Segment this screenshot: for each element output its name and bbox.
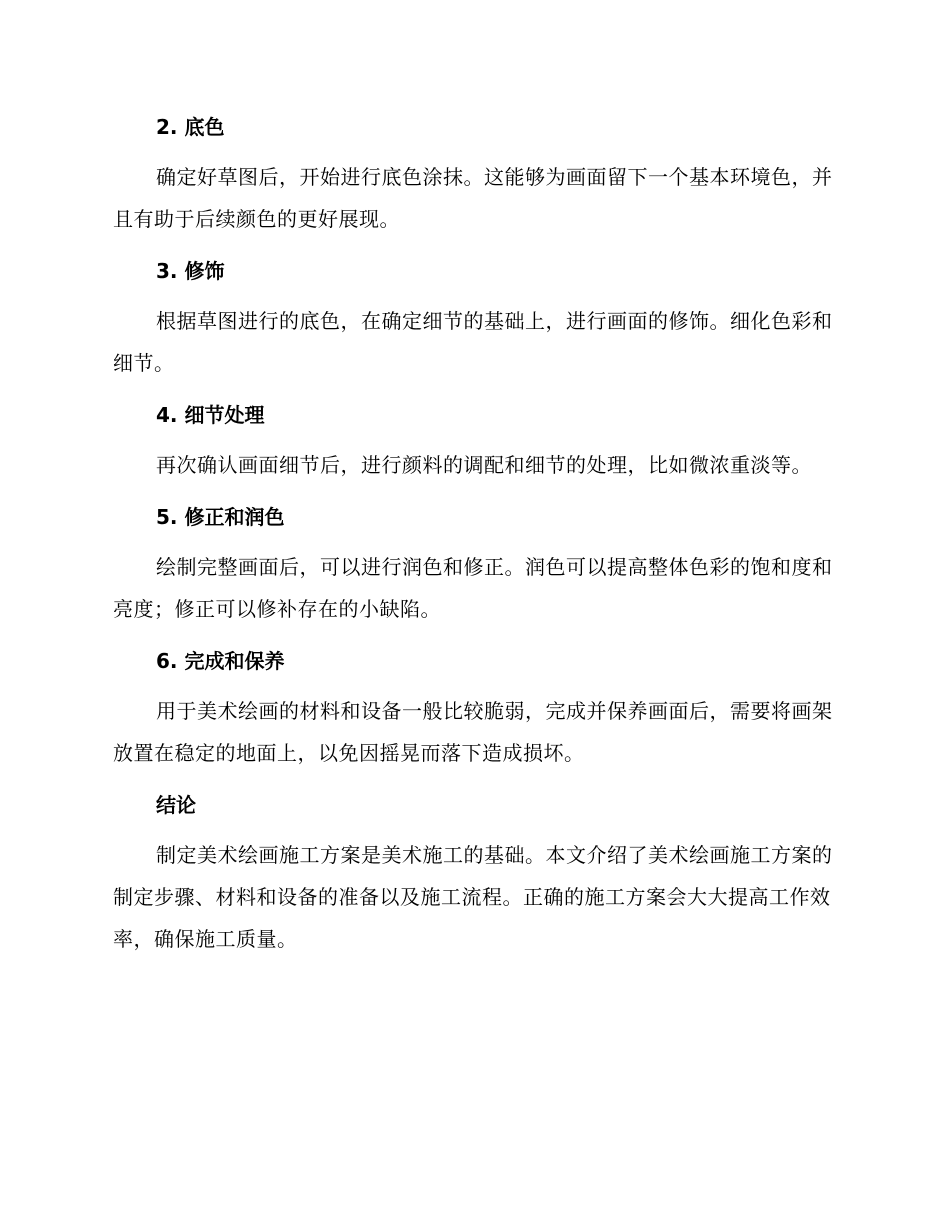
section-heading: 6. 完成和保养: [156, 649, 285, 673]
section-heading: 3. 修饰: [156, 259, 225, 283]
section-heading: 4. 细节处理: [156, 403, 265, 427]
conclusion-paragraph: 制定美术绘画施工方案是美术施工的基础。本文介绍了美术绘画施工方案的制定步骤、材料和设备的准备以及施工流程。正确的施工方案会大大提高工作效率，确保施工质量。: [113, 843, 833, 951]
section-paragraph: 再次确认画面细节后，进行颜料的调配和细节的处理，比如微浓重淡等。: [156, 453, 812, 477]
section-paragraph: 用于美术绘画的材料和设备一般比较脆弱，完成并保养画面后，需要将画架放置在稳定的地面上，以免因摇晃而落下造成损坏。: [113, 699, 833, 765]
section-heading: 5. 修正和润色: [156, 505, 285, 529]
section-paragraph: 根据草图进行的底色，在确定细节的基础上，进行画面的修饰。细化色彩和细节。: [113, 309, 833, 375]
section-paragraph: 绘制完整画面后，可以进行润色和修正。润色可以提高整体色彩的饱和度和亮度；修正可以修补存在的小缺陷。: [113, 555, 833, 621]
conclusion-heading: 结论: [156, 793, 196, 817]
section-heading: 2. 底色: [156, 115, 225, 139]
document-body: [113, 110, 833, 974]
section-paragraph: 确定好草图后，开始进行底色涂抹。这能够为画面留下一个基本环境色，并且有助于后续颜色的更好展现。: [113, 165, 833, 231]
